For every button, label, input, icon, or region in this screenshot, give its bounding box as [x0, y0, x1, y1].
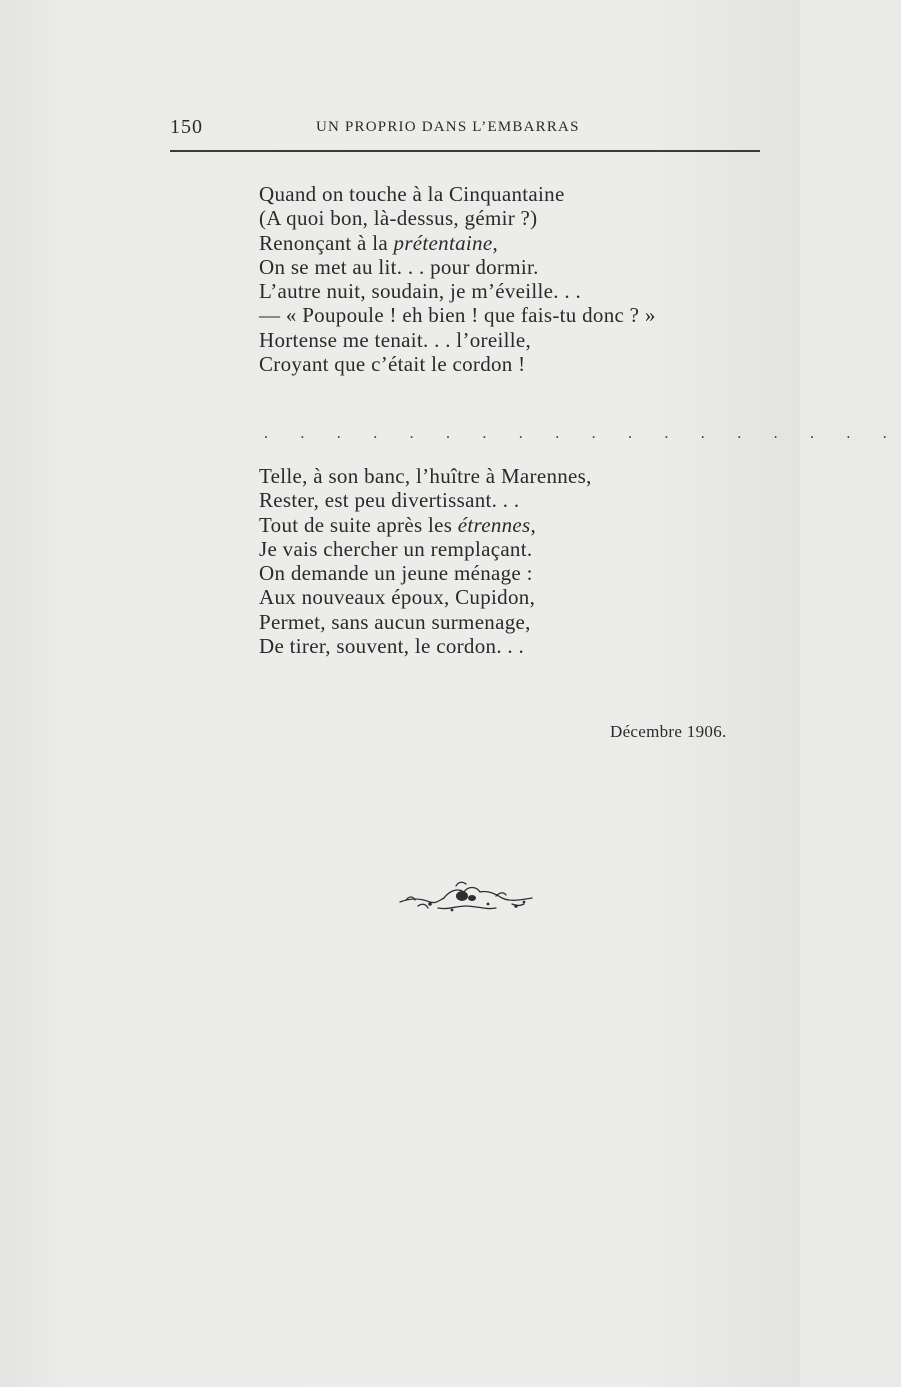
verse-line: — « Poupoule ! eh bien ! que fais-tu donc ? »: [259, 303, 656, 328]
page-header: [170, 114, 758, 138]
running-title: UN PROPRIO DANS L’EMBARRAS: [316, 119, 580, 135]
verse-line: Hortense me tenait. . . l’oreille,: [259, 327, 532, 352]
verse-text: Renonçant à la: [259, 230, 394, 255]
verse-line: Aux nouveaux époux, Cupidon,: [259, 585, 536, 610]
stanza-1: [259, 182, 656, 376]
header-rule: [170, 150, 760, 152]
stanza-separator: . . . . . . . . . . . . . . . . . .: [264, 425, 901, 442]
verse-line: L’autre nuit, soudain, je m’éveille. . .: [259, 279, 582, 304]
verse-line: De tirer, souvent, le cordon. . .: [259, 634, 525, 659]
verse-italic-word: étrennes: [457, 512, 531, 537]
verse-line: Quand on touche à la Cinquantaine: [259, 182, 565, 206]
fleuron-ornament-icon: [396, 876, 536, 916]
verse-line: On se met au lit. . . pour dormir.: [259, 254, 539, 279]
verse-punct: ,: [530, 512, 537, 537]
verse-line: (A quoi bon, là-dessus, gémir ?): [259, 206, 538, 231]
verse-line: [259, 513, 592, 537]
verse-italic-word: prétentaine: [393, 230, 493, 255]
verse-line: Telle, à son banc, l’huître à Marennes,: [259, 464, 592, 488]
page-number: 150: [170, 116, 203, 138]
verse-line: Je vais chercher un remplaçant.: [259, 536, 533, 561]
verse-line: Croyant que c’était le cordon !: [259, 352, 526, 377]
verse-text: Tout de suite après les: [259, 512, 458, 537]
verse-line: Rester, est peu divertissant. . .: [259, 488, 520, 513]
verse-line: On demande un jeune ménage :: [259, 561, 533, 586]
verse-punct: ,: [492, 230, 499, 255]
verse-line: [259, 231, 656, 255]
stanza-2: [259, 464, 592, 658]
verse-line: Permet, sans aucun surmenage,: [259, 609, 531, 634]
poem-date: Décembre 1906.: [610, 722, 727, 741]
